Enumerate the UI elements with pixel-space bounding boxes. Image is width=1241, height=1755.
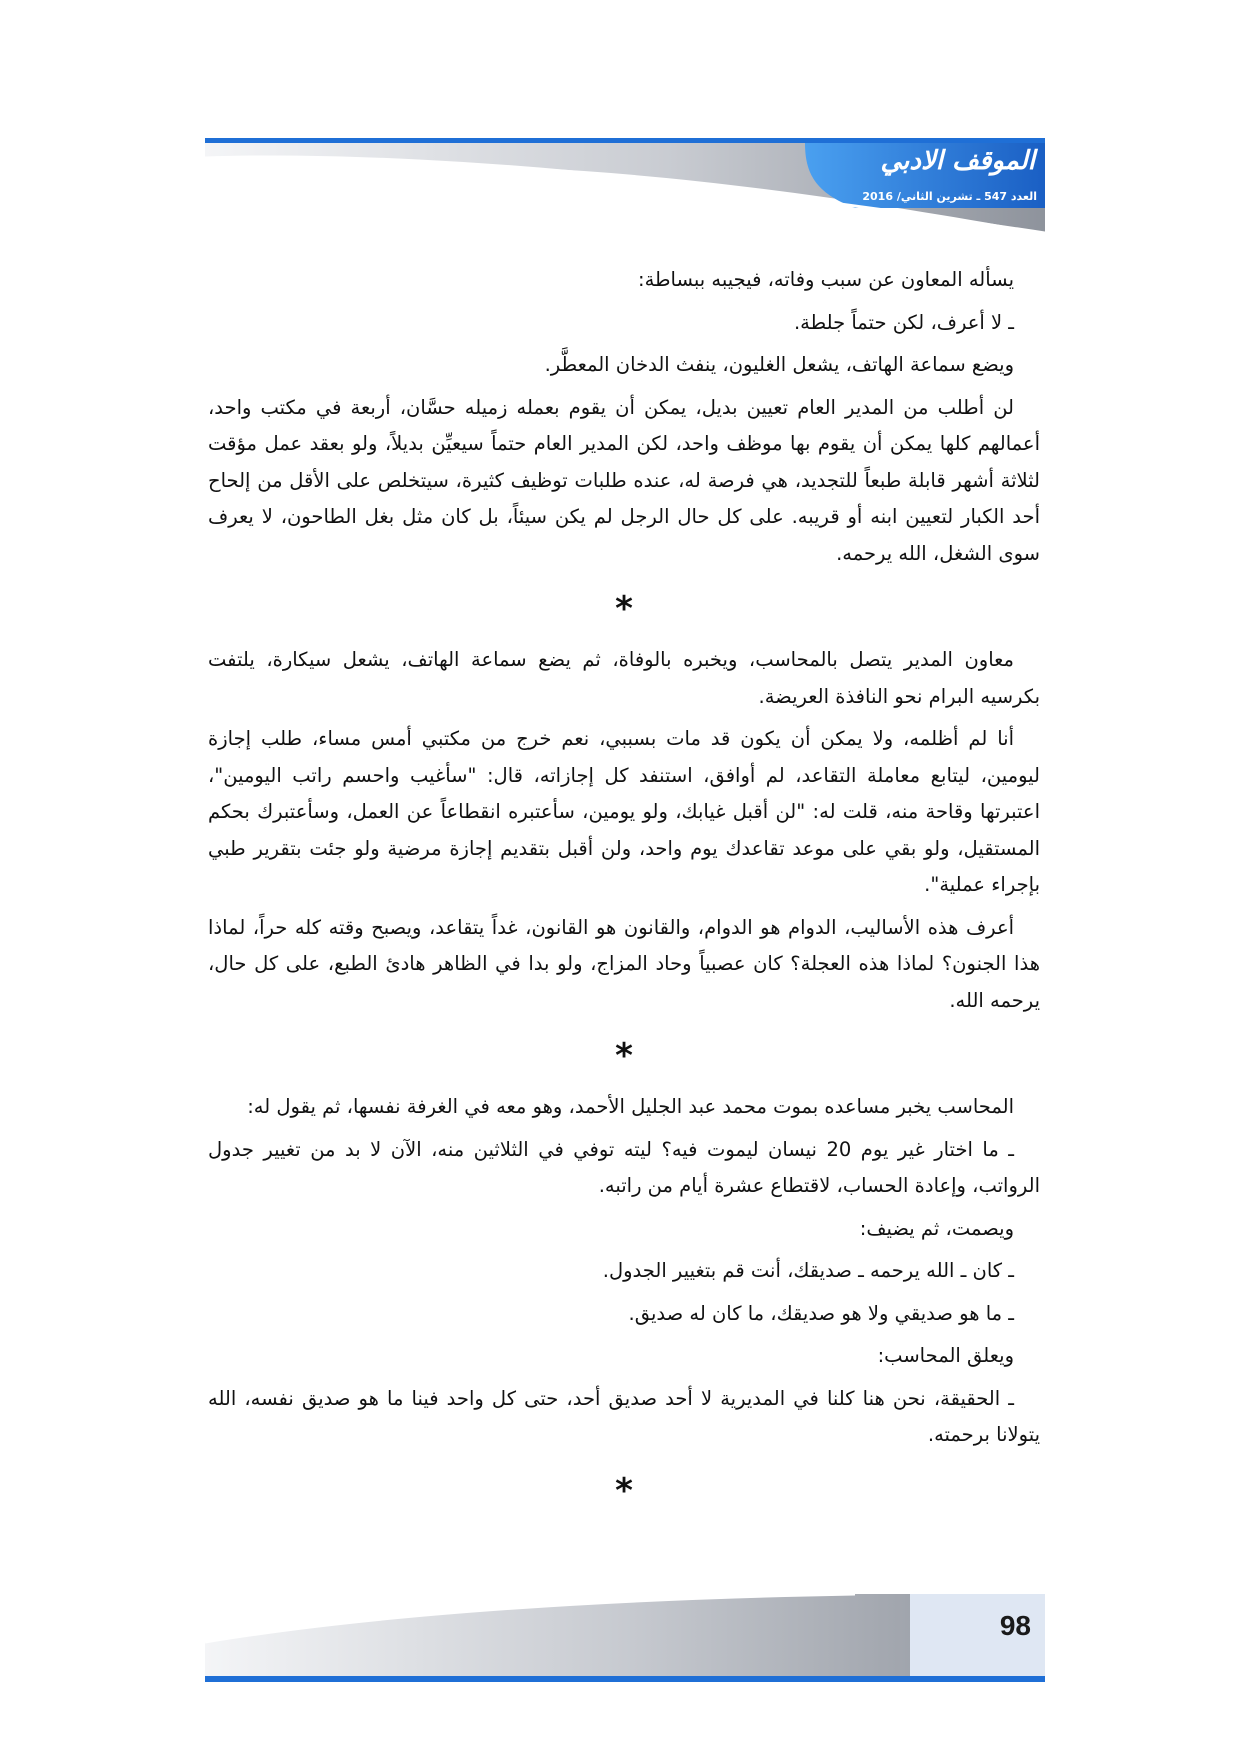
- dialogue-line: ـ ما اختار غير يوم 20 نيسان ليموت فيه؟ ليته توفي في الثلاثين منه، الآن لا بد من تغيير جدول الرواتب، وإعادة الحساب، لاقتطاع عشرة أيام من راتبه.: [208, 1137, 1040, 1197]
- footer-banner-graphic: [205, 1590, 1045, 1682]
- section-separator: *: [615, 1036, 633, 1076]
- section-separator: *: [615, 589, 633, 629]
- footer-banner: [205, 1590, 1045, 1682]
- section-separator: *: [615, 1470, 633, 1511]
- paragraph: المحاسب يخبر مساعده بموت محمد عبد الجليل الأحمد، وهو معه في الغرفة نفسها، ثم يقول له:: [247, 1095, 1014, 1118]
- article-body: [208, 262, 1040, 1524]
- dialogue-line: ـ كان ـ الله يرحمه ـ صديقك، أنت قم بتغيير الجدول.: [602, 1259, 1014, 1282]
- header-banner: [205, 138, 1045, 243]
- paragraph: أعرف هذه الأساليب، الدوام هو الدوام، والقانون هو القانون، غداً يتقاعد، ويصبح وقته كله حراً، لماذا هذا الجنون؟ لماذا هذه العجلة؟ كان عصبياً وحاد المزاج، ولو بدا في الظاهر هادئ الطبع، على كل حال، يرحمه الله.: [208, 915, 1040, 1012]
- paragraph: لن أطلب من المدير العام تعيين بديل، يمكن أن يقوم بعمله زميله حسَّان، أربعة في مكتب واحد، أعمالهم كلها يمكن أن يقوم بها موظف واحد، لكن المدير العام حتماً سيعيِّن بديلاً، ولو بعقد عمل مؤقت لثلاثة أشهر قابلة طبعاً للتجديد، هي فرصة له، عنده طلبات توظيف كثيرة، سيتخلص على الأقل من إلحاح أحد الكبار لتعيين ابنه أو قريبه. على كل حال الرجل لم يكن سيئاً، بل كان مثل بغل الطاحون، لا يعرف سوى الشغل، الله يرحمه.: [208, 395, 1040, 565]
- paragraph: ويعلق المحاسب:: [877, 1344, 1014, 1367]
- page-number: 98: [999, 1610, 1031, 1641]
- dialogue-line: ـ الحقيقة، نحن هنا كلنا في المديرية لا أحد صديق أحد، حتى كل واحد فينا ما هو صديق نفسه، الله يتولانا برحمته.: [208, 1386, 1040, 1446]
- magazine-logo: الموقف الادبي: [880, 146, 1035, 176]
- paragraph: يسأله المعاون عن سبب وفاته، فيجيبه ببساطة:: [638, 268, 1014, 291]
- paragraph: ويضع سماعة الهاتف، يشعل الغليون، ينفث الدخان المعطَّر.: [544, 353, 1014, 376]
- paragraph: أنا لم أظلمه، ولا يمكن أن يكون قد مات بسببي، نعم خرج من مكتبي أمس مساء، طلب إجازة ليومين، ليتابع معاملة التقاعد، لم أوافق، استنفد كل إجازاته، قال: "سأغيب واحسم راتب اليومين"، اعتبرتها وقاحة منه، قلت له: "لن أقبل غيابك، ولو يومين، سأعتبره انقطاعاً عن العمل، وسأعتبرك بحكم المستقيل، ولو بقي على موعد تقاعدك يوم واحد، ولن أقبل بتقديم إجازة مرضية ولو جئت بتقرير طبي بإجراء عملية".: [208, 727, 1040, 896]
- issue-line: العدد 547 ـ تشرين الثاني/ 2016: [862, 190, 1037, 203]
- paragraph: معاون المدير يتصل بالمحاسب، ويخبره بالوفاة، ثم يضع سماعة الهاتف، يشعل سيكارة، يلتفت بكرسيه البرام نحو النافذة العريضة.: [208, 648, 1040, 708]
- paragraph: ويصمت، ثم يضيف:: [859, 1216, 1014, 1240]
- dialogue-line: ـ ما هو صديقي ولا هو صديقك، ما كان له صديق.: [628, 1301, 1014, 1325]
- dialogue-line: ـ لا أعرف، لكن حتماً جلطة.: [793, 310, 1014, 334]
